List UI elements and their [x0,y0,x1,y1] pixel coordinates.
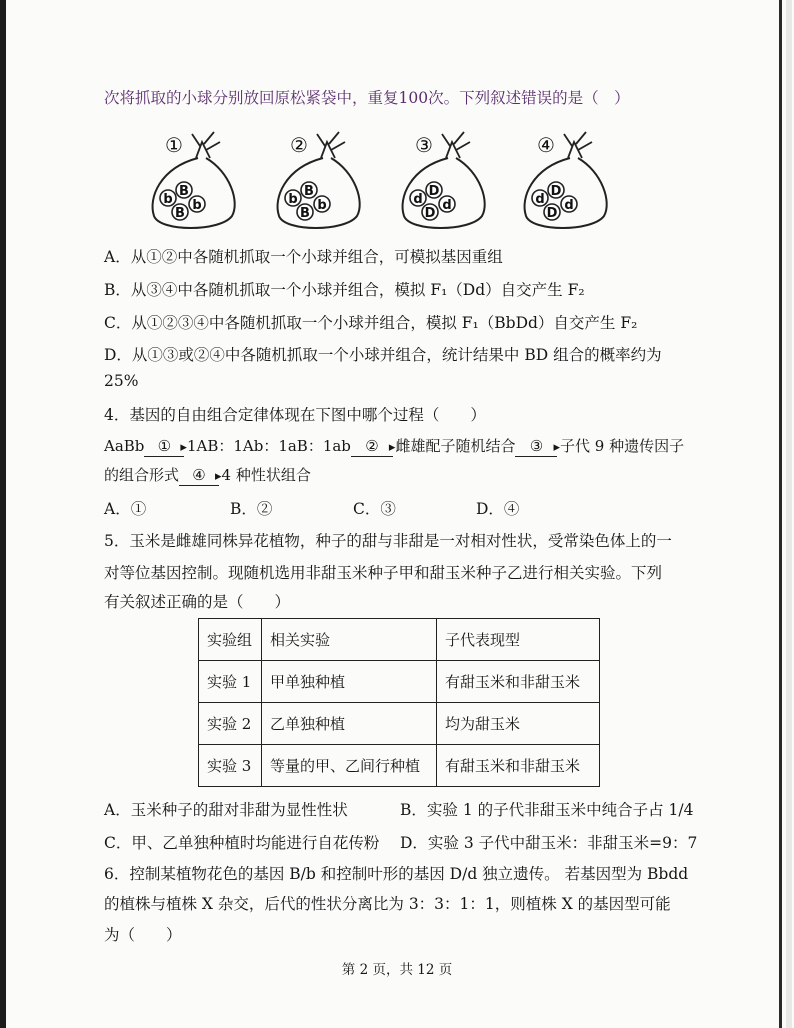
bag-number: ③ [415,133,433,157]
bag-knot [442,132,470,158]
flow-start: AaBb [104,437,145,455]
ball-label: d [442,198,452,213]
ball-label: B [304,184,314,199]
bags-figure [140,128,610,238]
arrow-icon: ▸ [553,440,560,455]
ball-label: b [288,192,298,207]
flow-line2-start: 的组合形式 [104,466,180,484]
scan-edge-right [779,0,782,1028]
table-header-row [199,619,600,661]
q5-option-c: C．甲、乙单独种植时均能进行自花传粉 [104,834,380,852]
q3-option-d-line2: 25% [104,372,139,390]
q5-option-b: B．实验 1 的子代非甜玉米中纯合子占 1/4 [400,801,694,819]
table-cell: 有甜玉米和非甜玉米 [437,661,600,703]
ball-label: B [179,184,189,199]
table-cell: 均为甜玉米 [437,703,600,745]
q4-option-d: D．④ [476,500,520,518]
ball-label: b [192,198,202,213]
bag-number: ④ [537,133,555,157]
q4-option-a: A．① [104,500,147,518]
bag-drawing [390,128,500,238]
table-header: 子代表现型 [437,619,600,661]
arrow-icon: ▸ [180,440,187,455]
q3-intro-line: 次将抓取的小球分别放回原松紧袋中，重复100次。下列叙述错误的是（ ） [104,89,630,107]
q4-flow-line1 [104,436,684,458]
table-row [199,703,600,745]
q5-stem-line2: 对等位基因控制。现随机选用非甜玉米种子甲和甜玉米种子乙进行相关实验。下列 [104,564,663,582]
q5-option-d: D．实验 3 子代中甜玉米：非甜玉米=9：7 [400,834,698,852]
bag-3 [390,128,500,238]
table-cell: 乙单独种植 [262,703,437,745]
flow-step-3: ③ [515,436,557,457]
scan-edge-left [0,0,6,1028]
q5-stem-line3: 有关叙述正确的是（ ） [104,593,291,611]
bag-knot [564,132,592,158]
ball-label: d [564,198,574,213]
ball-label: b [317,198,327,213]
bag-knot [317,132,345,158]
flow-mid: 雌雄配子随机结合 [395,437,516,455]
q5-option-a: A．玉米种子的甜对非甜为显性性状 [104,801,348,819]
ball-label: d [535,192,545,207]
flow-step-1: ① [144,436,184,457]
flow-step-4: ④ [179,465,219,486]
ball-label: D [424,206,436,221]
experiment-table [198,618,600,787]
flow-after3: 子代 9 种遗传因子 [560,437,685,455]
q6-line1: 6．控制某植物花色的基因 B/b 和控制叶形的基因 D/d 独立遗传。 若基因型为 Bbdd [104,865,689,883]
table-cell: 实验 1 [199,661,262,703]
flow-after4: 4 种性状组合 [221,466,311,484]
bag-number: ② [290,133,308,157]
ball-label: D [546,206,558,221]
scan-edge-right-light [786,0,792,1028]
q4-option-b: B．② [230,500,273,518]
bag-number: ① [165,133,183,157]
arrow-icon: ▸ [215,469,222,484]
ball-label: D [428,184,440,199]
bag-2 [265,128,375,238]
bag-drawing [265,128,375,238]
table-row [199,661,600,703]
bag-1 [140,128,250,238]
table-header: 相关实验 [262,619,437,661]
table-row [199,745,600,787]
q3-option-d-line1: D．从①③或②④中各随机抓取一个小球并组合，统计结果中 BD 组合的概率约为 [104,346,662,364]
table-cell: 实验 2 [199,703,262,745]
ball-label: b [163,192,173,207]
table-cell: 甲单独种植 [262,661,437,703]
flow-step-2: ② [351,436,393,457]
q5-stem-line1: 5．玉米是雌雄同株异花植物，种子的甜与非甜是一对相对性状，受常染色体上的一 [104,532,672,550]
flow-gametes: 1AB：1Ab：1aB：1ab [186,437,351,455]
ball-label: B [300,206,310,221]
q4-stem: 4．基因的自由组合定律体现在下图中哪个过程（ ） [104,406,486,424]
bag-drawing [140,128,250,238]
table-cell: 实验 3 [199,745,262,787]
page-footer: 第 2 页，共 12 页 [341,962,453,978]
ball-label: D [550,184,562,199]
q3-option-a: A．从①②中各随机抓取一个小球并组合，可模拟基因重组 [104,248,503,266]
table-header: 实验组 [199,619,262,661]
ball-label: d [413,192,423,207]
table-cell: 等量的甲、乙间行种植 [262,745,437,787]
q3-option-c: C．从①②③④中各随机抓取一个小球并组合，模拟 F₁（BbDd）自交产生 F₂ [104,314,638,332]
q3-option-b: B．从③④中各随机抓取一个小球并组合，模拟 F₁（Dd）自交产生 F₂ [104,281,585,299]
q4-flow-line2 [104,465,311,487]
q4-option-c: C．③ [353,500,396,518]
q6-line3: 为（ ） [104,926,182,944]
bag-knot [192,132,220,158]
bag-drawing [512,128,622,238]
bag-4 [512,128,622,238]
arrow-icon: ▸ [388,440,396,455]
q6-line2: 的植株与植株 X 杂交，后代的性状分离比为 3：3：1：1，则植株 X 的基因型可能 [104,895,671,913]
table-cell: 有甜玉米和非甜玉米 [437,745,600,787]
ball-label: B [175,206,185,221]
